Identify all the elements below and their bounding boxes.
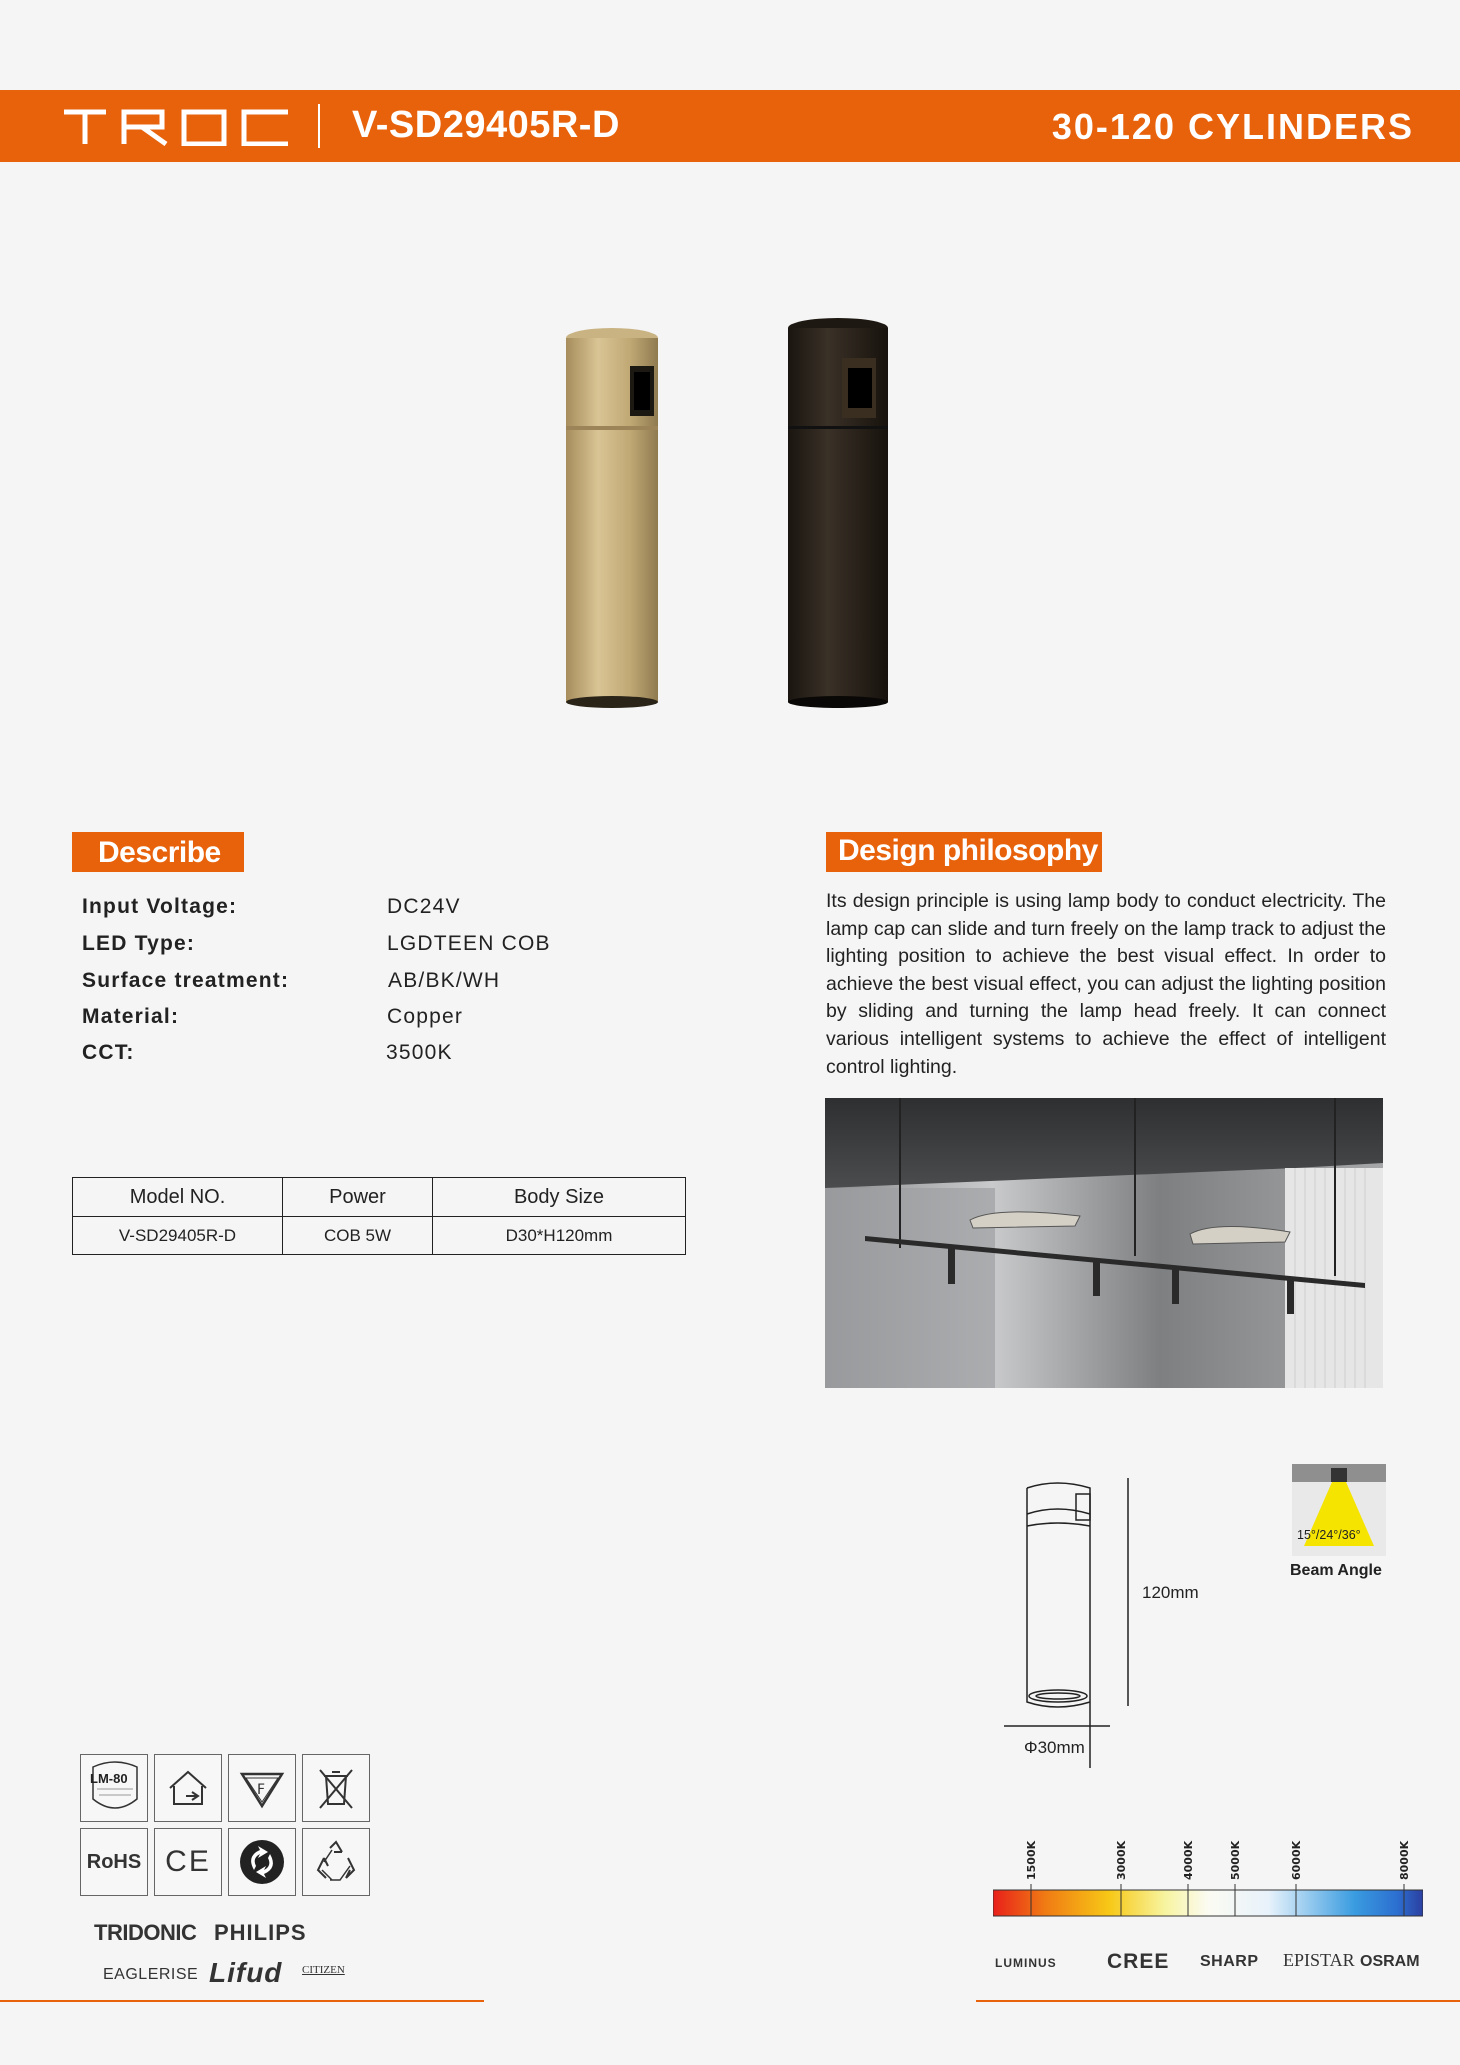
cct-label: 8000K (1398, 1840, 1411, 1880)
ce-text: CE (165, 1845, 211, 1878)
series-title: 30-120 CYLINDERS (1051, 106, 1414, 147)
spec-value: AB/BK/WH (388, 969, 501, 992)
dimension-drawing (1000, 1470, 1180, 1770)
luminus-logo: LUMINUS (995, 1956, 1057, 1970)
height-dimension: 120mm (1142, 1583, 1199, 1602)
gold-cylinder (566, 328, 658, 708)
spec-label: CCT: (82, 1041, 135, 1064)
green-dot-icon (228, 1828, 296, 1896)
eaglerise-logo: EAGLERISE (103, 1966, 199, 1983)
column-header: Body Size (433, 1178, 686, 1217)
spec-label: Material: (82, 1005, 180, 1028)
recycle-icon (302, 1828, 370, 1896)
black-cylinder (788, 318, 888, 708)
osram-logo: OSRAM (1360, 1953, 1420, 1970)
tridonic-logo: TRIDONIC (94, 1920, 197, 1945)
cree-logo: CREE (1107, 1950, 1170, 1973)
cct-label: 1500K (1025, 1840, 1038, 1880)
table-cell: D30*H120mm (433, 1217, 686, 1255)
table-header-row (73, 1178, 686, 1217)
table-row (73, 1217, 686, 1255)
design-paragraph: Its design principle is using lamp body to conduct electricity. The lamp cap can slide and turn freely on the lamp track to adjust the lighting position to achieve the best visual effect. In order to achieve the best visual effect, you can adjust the lighting position by sliding and turning the lamp head freely. It can connect various intelligent systems to achieve the effect of intelligent control lighting. (826, 890, 1386, 1078)
f-mark-icon (228, 1754, 296, 1822)
design-heading: Design philosophy (826, 832, 1102, 872)
rohs-badge (80, 1828, 148, 1896)
svg-text:F: F (257, 1782, 266, 1798)
spec-value: 3500K (386, 1041, 453, 1064)
header-bar (0, 90, 1460, 162)
sharp-logo: SHARP (1200, 1953, 1259, 1970)
citizen-logo: CITIZEN (302, 1964, 345, 1976)
troc-logo-mark (62, 108, 292, 146)
footer-rule-right (976, 2000, 1460, 2002)
beam-angle-label: Beam Angle (1290, 1562, 1382, 1579)
model-title: V-SD29405R-D (352, 104, 620, 146)
beam-angle-values: 15°/24°/36° (1297, 1528, 1361, 1542)
lm80-text: LM-80 (90, 1771, 128, 1786)
philips-logo: PHILIPS (214, 1920, 307, 1945)
spec-label: LED Type: (82, 932, 196, 955)
cct-color-scale (993, 1838, 1423, 1958)
rohs-text: RoHS (86, 1850, 142, 1873)
spec-value: DC24V (387, 895, 461, 918)
spec-label: Input Voltage: (82, 895, 238, 918)
spec-label: Surface treatment: (82, 969, 290, 992)
footer-rule-left (0, 2000, 484, 2002)
indoor-use-icon (154, 1754, 222, 1822)
cct-label: 4000K (1182, 1840, 1195, 1880)
weee-bin-icon (302, 1754, 370, 1822)
scene-photo (825, 1098, 1383, 1388)
cct-label: 5000K (1229, 1840, 1242, 1880)
model-table (72, 1177, 686, 1255)
spec-value: Copper (387, 1005, 464, 1028)
lm80-badge (80, 1754, 148, 1822)
header-divider (318, 104, 320, 148)
column-header: Power (283, 1178, 433, 1217)
table-cell: V-SD29405R-D (73, 1217, 283, 1255)
product-photo (560, 310, 920, 710)
certification-grid (80, 1754, 372, 1896)
cct-label: 3000K (1115, 1840, 1128, 1880)
spec-value: LGDTEEN COB (387, 932, 551, 955)
column-header: Model NO. (73, 1178, 283, 1217)
epistar-logo: EPISTAR (1283, 1950, 1355, 1970)
table-cell: COB 5W (283, 1217, 433, 1255)
diameter-dimension: Φ30mm (1024, 1738, 1085, 1757)
cct-label: 6000K (1290, 1840, 1303, 1880)
lifud-logo: Lifud (209, 1957, 283, 1988)
ce-badge (154, 1828, 222, 1896)
beam-angle-icon (1292, 1464, 1386, 1556)
describe-heading: Describe (72, 832, 244, 872)
troc-logo (62, 108, 292, 146)
